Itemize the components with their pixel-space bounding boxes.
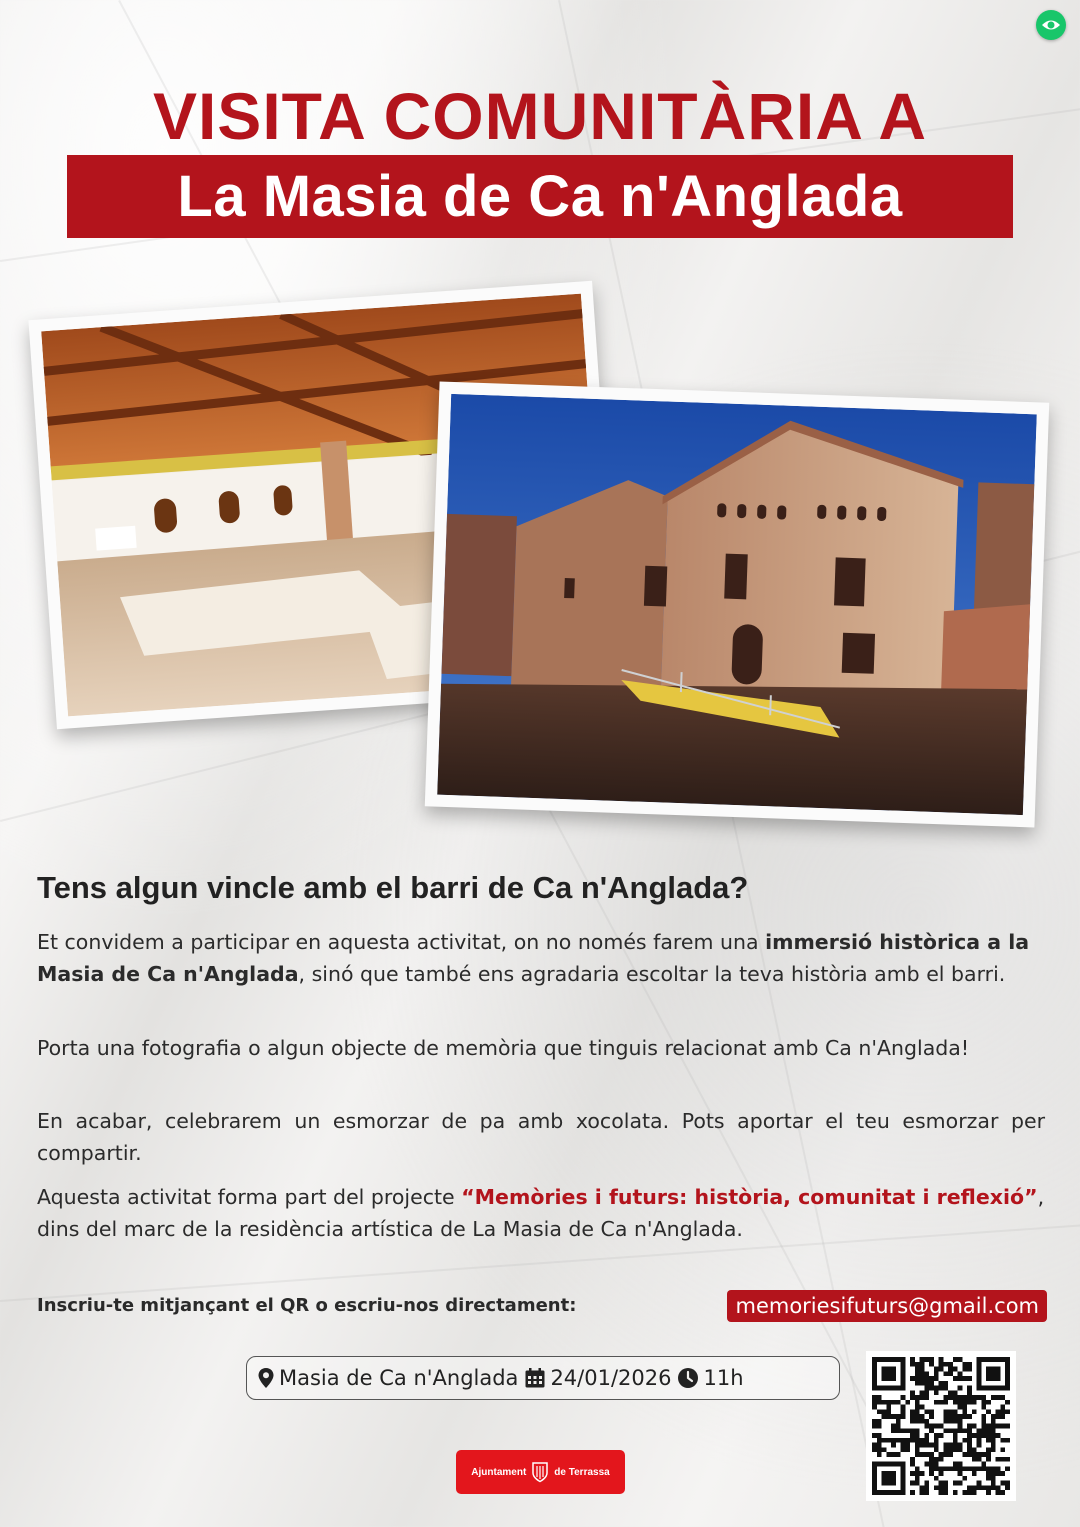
project-paragraph: Aquesta activitat forma part del projecte “Memòries i futurs: història, comunitat i reflexió”, dins del marc de la residència artística de La Masia de Ca n'Anglada. <box>37 1185 1045 1241</box>
contact-email-link[interactable]: memoriesifuturs@gmail.com <box>727 1290 1047 1322</box>
eye-logo-icon <box>1036 10 1066 40</box>
signup-qr-code[interactable] <box>866 1351 1016 1501</box>
corner-brand-logo <box>1036 10 1066 40</box>
poster-title-line2: La Masia de Ca n'Anglada <box>67 155 1013 238</box>
intro-highlight: immersió històrica a la Masia de Ca n'Anglada <box>37 930 1030 986</box>
map-pin-icon <box>257 1367 275 1389</box>
exterior-photo <box>425 381 1049 827</box>
intro-paragraph: Et convidem a participar en aquesta activitat, on no només farem una immersió històrica a la Masia de Ca n'Anglada, sinó que també ens agradaria escoltar la teva història amb el barri. <box>37 930 1030 986</box>
city-shield-icon <box>531 1461 549 1483</box>
event-date: 24/01/2026 <box>550 1366 672 1390</box>
project-name: “Memòries i futurs: història, comunitat i reflexió” <box>461 1185 1038 1209</box>
signup-text: Inscriu-te mitjançant el QR o escriu-nos directament: <box>37 1295 577 1316</box>
ajuntament-terrassa-logo <box>456 1450 625 1494</box>
event-location: Masia de Ca n'Anglada <box>279 1366 519 1390</box>
signup-line <box>37 1290 1047 1322</box>
section-heading: Tens algun vincle amb el barri de Ca n'Anglada? <box>37 870 749 905</box>
calendar-icon <box>524 1367 546 1389</box>
event-time: 11h <box>703 1366 744 1390</box>
event-info-pill <box>246 1356 840 1400</box>
breakfast-paragraph: En acabar, celebrarem un esmorzar de pa amb xocolata. Pots aportar el teu esmorzar per compartir. <box>37 1109 1045 1165</box>
sponsor-left-text: Ajuntament <box>471 1466 527 1478</box>
poster-title-line1: VISITA COMUNITÀRIA A <box>152 79 928 153</box>
bring-photo-paragraph: Porta una fotografia o algun objecte de memòria que tinguis relacionat amb Ca n'Anglada! <box>37 1036 970 1060</box>
sponsor-right-text: de Terrassa <box>554 1466 610 1478</box>
qr-code-icon <box>872 1357 1010 1495</box>
clock-icon <box>677 1367 699 1389</box>
